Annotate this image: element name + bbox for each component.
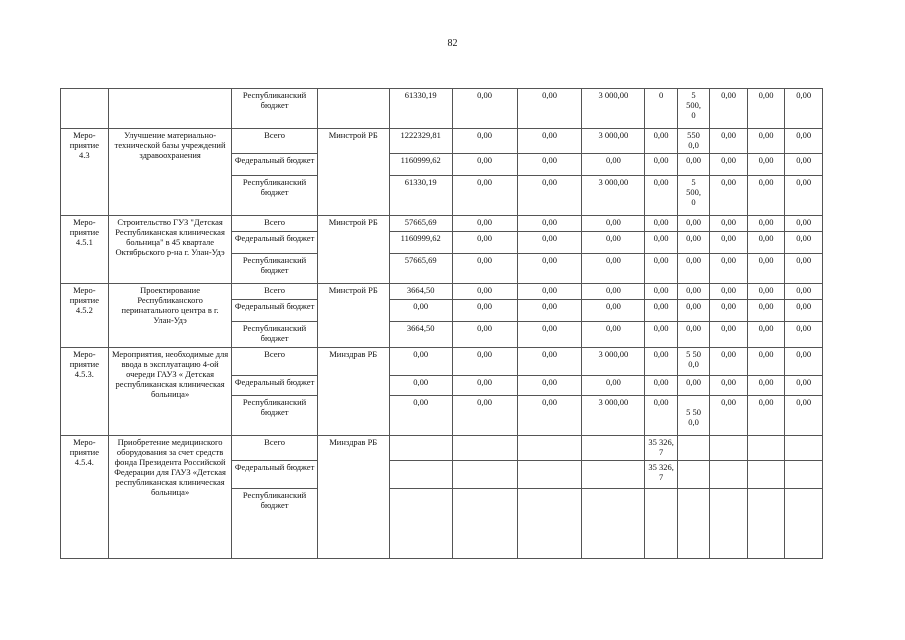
value-cell: 61330,19 bbox=[389, 176, 452, 216]
value-cell: 0,00 bbox=[517, 284, 582, 300]
executor-cell bbox=[317, 89, 389, 129]
source-cell: Республиканский бюджет bbox=[232, 176, 317, 216]
value-cell: 0,00 bbox=[517, 176, 582, 216]
measure-name: Приобретение медицинского оборудования за счет средств фонда Президента Российской Федерации для ГАУЗ «Детская республиканская клиническая больница» bbox=[108, 436, 232, 559]
value-cell: 0,00 bbox=[710, 300, 748, 322]
value-cell: 0,00 bbox=[517, 254, 582, 284]
source-cell: Республиканский бюджет bbox=[232, 489, 317, 559]
table-body bbox=[61, 89, 823, 559]
value-cell: 3664,50 bbox=[389, 322, 452, 348]
value-cell: 0,00 bbox=[747, 300, 785, 322]
budget-table bbox=[60, 88, 823, 559]
value-cell: 5 50 0,0 bbox=[677, 348, 709, 376]
executor-cell: Минздрав РБ bbox=[317, 348, 389, 436]
value-cell: 0,00 bbox=[747, 254, 785, 284]
value-cell: 0,00 bbox=[710, 322, 748, 348]
value-cell: 0,00 bbox=[747, 129, 785, 154]
source-cell: Всего bbox=[232, 436, 317, 461]
source-cell: Республиканский бюджет bbox=[232, 254, 317, 284]
value-cell: 0,00 bbox=[389, 348, 452, 376]
value-cell: 0,00 bbox=[747, 376, 785, 396]
value-cell: 0,00 bbox=[785, 89, 823, 129]
value-cell bbox=[517, 461, 582, 489]
executor-cell: Минздрав РБ bbox=[317, 436, 389, 559]
measure-name: Строительство ГУЗ "Детская Республиканская клиническая больница" в 45 квартале Октябрьского р-на г. Улан-Удэ bbox=[108, 216, 232, 284]
value-cell bbox=[452, 461, 517, 489]
value-cell: 0,00 bbox=[710, 216, 748, 232]
value-cell: 0,00 bbox=[452, 396, 517, 436]
table-row bbox=[61, 89, 823, 129]
value-cell: 0,00 bbox=[452, 284, 517, 300]
value-cell: 0,00 bbox=[452, 232, 517, 254]
value-cell: 0,00 bbox=[517, 154, 582, 176]
measure-code: Меро- приятие 4.5.1 bbox=[61, 216, 109, 284]
value-cell bbox=[677, 461, 709, 489]
value-cell: 0,00 bbox=[452, 300, 517, 322]
value-cell bbox=[389, 461, 452, 489]
value-cell bbox=[389, 436, 452, 461]
value-cell: 0,00 bbox=[785, 348, 823, 376]
value-cell: 0,00 bbox=[389, 300, 452, 322]
value-cell: 0,00 bbox=[452, 376, 517, 396]
value-cell bbox=[517, 489, 582, 559]
table-row bbox=[61, 436, 823, 461]
value-cell: 0,00 bbox=[710, 348, 748, 376]
value-cell: 5 50 0,0 bbox=[677, 396, 709, 436]
value-cell: 0,00 bbox=[747, 216, 785, 232]
value-cell: 0,00 bbox=[710, 284, 748, 300]
measure-code: Меро- приятие 4.3 bbox=[61, 129, 109, 216]
value-cell bbox=[710, 461, 748, 489]
value-cell: 3664,50 bbox=[389, 284, 452, 300]
value-cell: 57665,69 bbox=[389, 254, 452, 284]
measure-code: Меро- приятие 4.5.4. bbox=[61, 436, 109, 559]
value-cell: 0,00 bbox=[645, 216, 677, 232]
value-cell bbox=[710, 489, 748, 559]
value-cell: 0,00 bbox=[582, 284, 645, 300]
value-cell: 0,00 bbox=[677, 284, 709, 300]
value-cell: 0,00 bbox=[452, 176, 517, 216]
value-cell: 0,00 bbox=[517, 348, 582, 376]
value-cell: 0,00 bbox=[785, 396, 823, 436]
value-cell: 3 000,00 bbox=[582, 89, 645, 129]
value-cell: 0,00 bbox=[389, 396, 452, 436]
value-cell: 0,00 bbox=[677, 154, 709, 176]
measure-name: Улучшение материально-технической базы учреждений здравоохранения bbox=[108, 129, 232, 216]
value-cell: 0,00 bbox=[645, 396, 677, 436]
value-cell: 0,00 bbox=[785, 154, 823, 176]
value-cell: 0,00 bbox=[452, 348, 517, 376]
value-cell: 0,00 bbox=[517, 300, 582, 322]
value-cell: 0,00 bbox=[785, 129, 823, 154]
value-cell: 0,00 bbox=[582, 154, 645, 176]
value-cell: 0,00 bbox=[452, 216, 517, 232]
source-cell: Всего bbox=[232, 284, 317, 300]
value-cell: 1222329,81 bbox=[389, 129, 452, 154]
value-cell: 0,00 bbox=[645, 176, 677, 216]
value-cell: 0,00 bbox=[785, 176, 823, 216]
value-cell: 0,00 bbox=[645, 376, 677, 396]
value-cell: 35 326, 7 bbox=[645, 436, 677, 461]
value-cell: 0,00 bbox=[517, 216, 582, 232]
source-cell: Федеральный бюджет bbox=[232, 232, 317, 254]
measure-name: Мероприятия, необходимые для ввода в эксплуатацию 4-ой очереди ГАУЗ « Детская республиканская клиническая больница» bbox=[108, 348, 232, 436]
value-cell: 0,00 bbox=[677, 216, 709, 232]
value-cell: 1160999,62 bbox=[389, 232, 452, 254]
value-cell: 3 000,00 bbox=[582, 129, 645, 154]
value-cell: 0,00 bbox=[710, 254, 748, 284]
source-cell: Всего bbox=[232, 216, 317, 232]
source-cell: Всего bbox=[232, 348, 317, 376]
value-cell bbox=[517, 436, 582, 461]
value-cell: 0,00 bbox=[710, 396, 748, 436]
value-cell bbox=[389, 489, 452, 559]
value-cell bbox=[747, 489, 785, 559]
value-cell: 0,00 bbox=[645, 154, 677, 176]
value-cell: 3 000,00 bbox=[582, 348, 645, 376]
value-cell: 0,00 bbox=[645, 300, 677, 322]
value-cell: 0,00 bbox=[710, 89, 748, 129]
value-cell: 0,00 bbox=[710, 232, 748, 254]
value-cell: 0,00 bbox=[785, 284, 823, 300]
measure-name: Проектирование Республиканского перинатального центра в г. Улан-Удэ bbox=[108, 284, 232, 348]
value-cell: 0,00 bbox=[582, 232, 645, 254]
value-cell bbox=[710, 436, 748, 461]
value-cell: 0,00 bbox=[389, 376, 452, 396]
executor-cell: Минстрой РБ bbox=[317, 129, 389, 216]
source-cell: Федеральный бюджет bbox=[232, 300, 317, 322]
value-cell: 0,00 bbox=[710, 129, 748, 154]
value-cell: 0,00 bbox=[517, 376, 582, 396]
value-cell bbox=[645, 489, 677, 559]
value-cell bbox=[582, 489, 645, 559]
value-cell: 0,00 bbox=[452, 89, 517, 129]
value-cell: 0,00 bbox=[785, 322, 823, 348]
value-cell bbox=[677, 436, 709, 461]
value-cell: 0,00 bbox=[645, 254, 677, 284]
page-number: 82 bbox=[447, 38, 458, 49]
value-cell: 5 500, 0 bbox=[677, 89, 709, 129]
value-cell bbox=[452, 436, 517, 461]
value-cell: 0,00 bbox=[582, 216, 645, 232]
value-cell: 35 326, 7 bbox=[645, 461, 677, 489]
value-cell bbox=[747, 436, 785, 461]
value-cell: 57665,69 bbox=[389, 216, 452, 232]
value-cell: 0,00 bbox=[452, 129, 517, 154]
value-cell: 0,00 bbox=[785, 216, 823, 232]
value-cell: 0,00 bbox=[452, 322, 517, 348]
source-cell: Федеральный бюджет bbox=[232, 376, 317, 396]
value-cell: 0,00 bbox=[747, 89, 785, 129]
value-cell: 3 000,00 bbox=[582, 396, 645, 436]
value-cell: 0,00 bbox=[645, 129, 677, 154]
value-cell: 0,00 bbox=[785, 300, 823, 322]
value-cell: 0,00 bbox=[517, 322, 582, 348]
value-cell bbox=[452, 489, 517, 559]
value-cell: 0,00 bbox=[645, 284, 677, 300]
source-cell: Республиканский бюджет bbox=[232, 322, 317, 348]
value-cell: 0,00 bbox=[517, 396, 582, 436]
source-cell: Всего bbox=[232, 129, 317, 154]
value-cell: 0,00 bbox=[677, 254, 709, 284]
value-cell bbox=[677, 489, 709, 559]
value-cell: 0,00 bbox=[645, 348, 677, 376]
value-cell: 0,00 bbox=[677, 300, 709, 322]
table-row bbox=[61, 216, 823, 232]
value-cell: 0,00 bbox=[517, 89, 582, 129]
value-cell: 550 0,0 bbox=[677, 129, 709, 154]
value-cell: 0,00 bbox=[747, 154, 785, 176]
value-cell: 0,00 bbox=[747, 284, 785, 300]
value-cell: 3 000,00 bbox=[582, 176, 645, 216]
value-cell: 0,00 bbox=[645, 232, 677, 254]
source-cell: Федеральный бюджет bbox=[232, 461, 317, 489]
value-cell: 0,00 bbox=[677, 322, 709, 348]
source-cell: Республиканский бюджет bbox=[232, 89, 317, 129]
source-cell: Республиканский бюджет bbox=[232, 396, 317, 436]
value-cell: 0,00 bbox=[582, 322, 645, 348]
value-cell: 0,00 bbox=[582, 376, 645, 396]
value-cell: 0,00 bbox=[747, 232, 785, 254]
source-cell: Федеральный бюджет bbox=[232, 154, 317, 176]
value-cell bbox=[582, 461, 645, 489]
value-cell: 0,00 bbox=[517, 129, 582, 154]
value-cell: 0,00 bbox=[677, 232, 709, 254]
value-cell: 0 bbox=[645, 89, 677, 129]
value-cell bbox=[785, 461, 823, 489]
value-cell bbox=[785, 436, 823, 461]
value-cell: 0,00 bbox=[710, 376, 748, 396]
value-cell: 0,00 bbox=[747, 348, 785, 376]
value-cell: 0,00 bbox=[785, 232, 823, 254]
value-cell: 0,00 bbox=[582, 300, 645, 322]
value-cell: 0,00 bbox=[747, 176, 785, 216]
value-cell: 0,00 bbox=[677, 376, 709, 396]
value-cell: 0,00 bbox=[582, 254, 645, 284]
value-cell: 0,00 bbox=[747, 396, 785, 436]
executor-cell: Минстрой РБ bbox=[317, 284, 389, 348]
value-cell: 5 500, 0 bbox=[677, 176, 709, 216]
measure-code: Меро- приятие 4.5.3. bbox=[61, 348, 109, 436]
table-row bbox=[61, 284, 823, 300]
code-cell bbox=[61, 89, 109, 129]
table-row bbox=[61, 129, 823, 154]
value-cell: 0,00 bbox=[452, 254, 517, 284]
measure-code: Меро- приятие 4.5.2 bbox=[61, 284, 109, 348]
value-cell bbox=[582, 436, 645, 461]
value-cell: 0,00 bbox=[517, 232, 582, 254]
value-cell: 0,00 bbox=[710, 176, 748, 216]
value-cell: 0,00 bbox=[747, 322, 785, 348]
value-cell: 0,00 bbox=[785, 376, 823, 396]
name-cell bbox=[108, 89, 232, 129]
value-cell bbox=[747, 461, 785, 489]
value-cell: 0,00 bbox=[785, 254, 823, 284]
executor-cell: Минстрой РБ bbox=[317, 216, 389, 284]
table-row bbox=[61, 348, 823, 376]
value-cell: 0,00 bbox=[452, 154, 517, 176]
value-cell: 0,00 bbox=[710, 154, 748, 176]
value-cell: 0,00 bbox=[645, 322, 677, 348]
value-cell: 1160999,62 bbox=[389, 154, 452, 176]
value-cell bbox=[785, 489, 823, 559]
value-cell: 61330,19 bbox=[389, 89, 452, 129]
